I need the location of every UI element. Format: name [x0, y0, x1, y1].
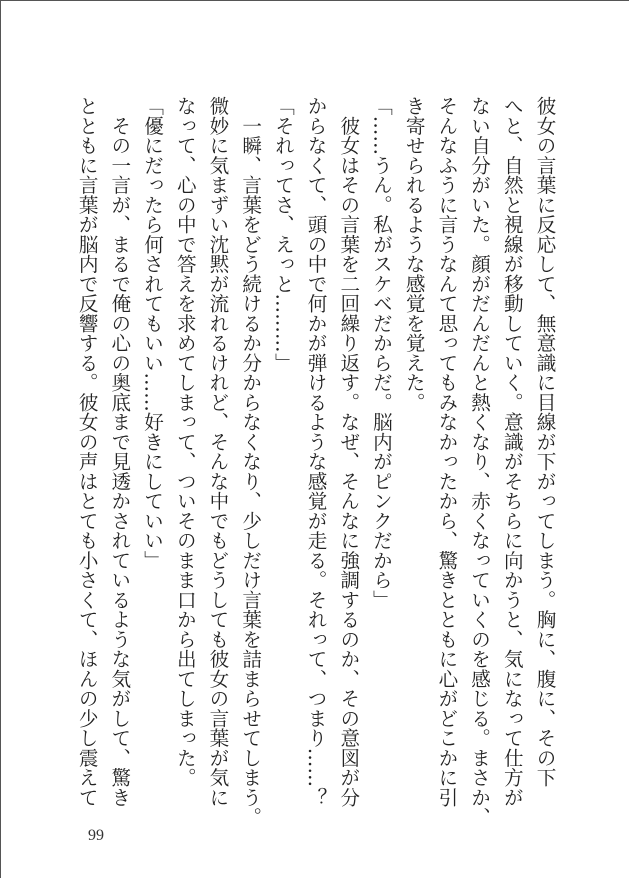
text-line: そんなふうに言うなんて思ってもみなかったから、驚きとともに心がどこかに引: [434, 96, 458, 807]
text-line: へと、自然と視線が移動していく。意識がそちらに向かうと、気になって仕方が: [500, 96, 524, 807]
body-text: [69, 96, 560, 827]
page-number: 99: [88, 827, 104, 844]
text-line: からなくて、頭の中で何かが弾けるような感覚が走る。それって、つまり……？: [304, 96, 328, 807]
text-line: なって、心の中で答えを求めてしまって、ついそのまま口から出てしまった。: [173, 96, 197, 788]
text-line: 彼女の言葉に反応して、無意識に目線が下がってしまう。胸に、腹に、その下: [533, 96, 556, 788]
text-line: 「優にだったら何されてもいい……好きにしていい」: [140, 96, 164, 570]
text-line: その一言が、まるで俺の心の奥底まで見透かされているような気がして、驚き: [107, 96, 131, 807]
text-line: 「それってさ、えっと………」: [271, 96, 295, 373]
text-line: 「……うん。私がスケベだからだ。脳内がピンクだから」: [369, 96, 393, 610]
text-line: 一瞬、言葉をどう続けるか分からなくなり、少しだけ言葉を詰まらせてしまう。: [238, 96, 262, 827]
text-line: 彼女はその言葉を二回繰り返す。なぜ、そんなに強調するのか、その意図が分: [336, 96, 360, 807]
text-line: ない自分がいた。顔がだんだんと熱くなり、赤くなっていくのを感じる。まさか、: [467, 96, 491, 827]
text-line: き寄せられるような感覚を覚えた。: [402, 96, 426, 412]
text-line: 微妙に気まずい沈黙が流れるけれど、そんな中でもどうしても彼女の言葉が気に: [205, 96, 229, 807]
text-line: とともに言葉が脳内で反響する。彼女の声はとても小さくて、ほんの少し震えて: [75, 96, 99, 807]
